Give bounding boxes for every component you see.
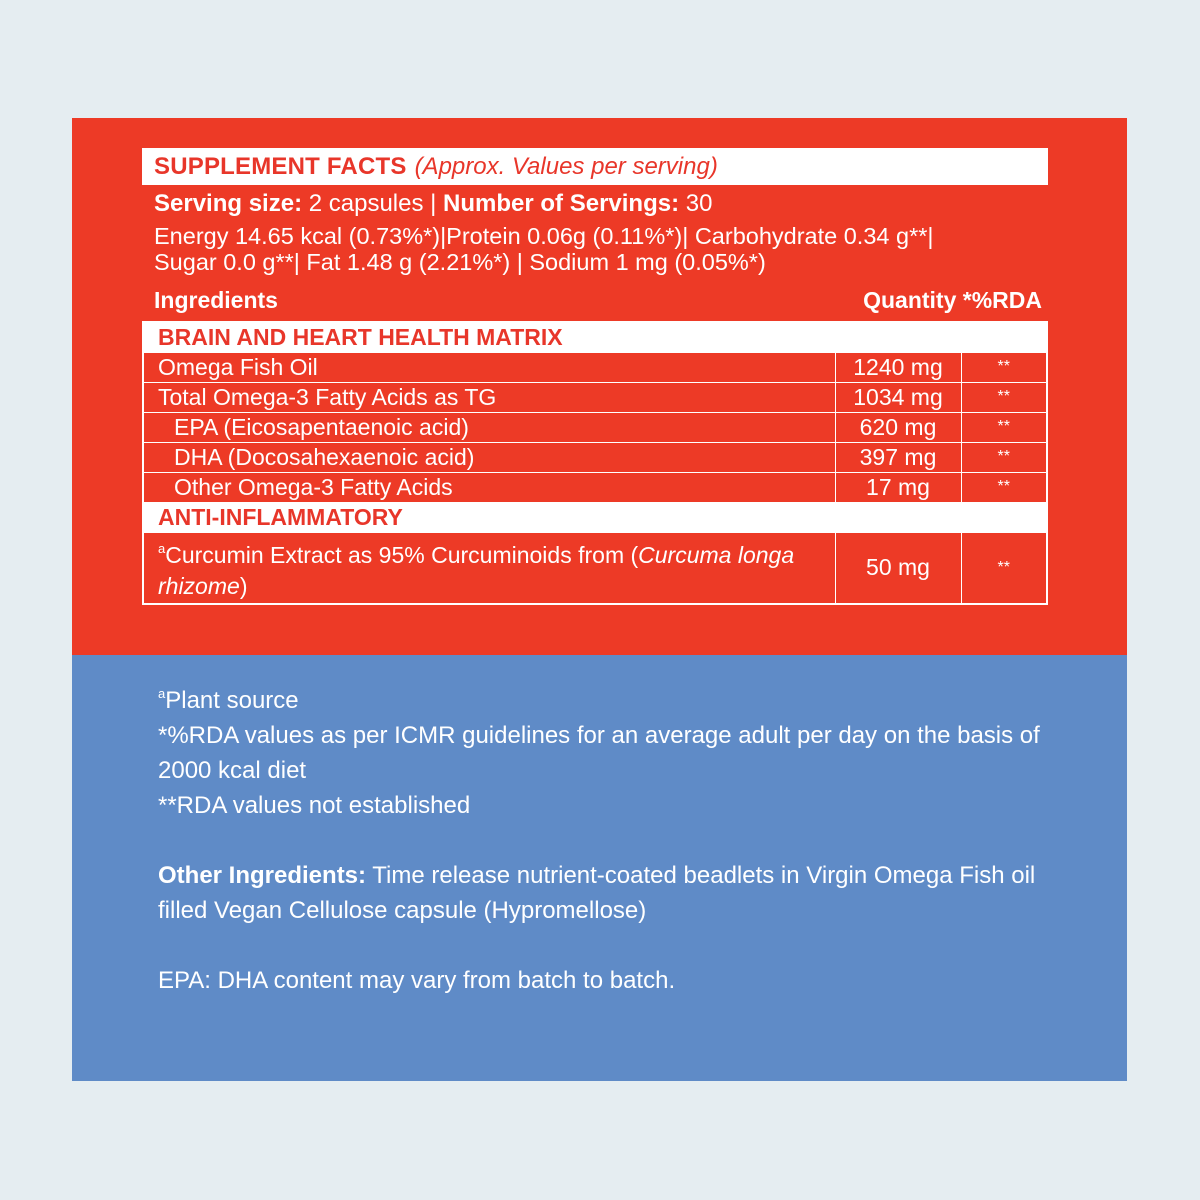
ingredient-rda: ** xyxy=(961,412,1047,442)
facts-title: SUPPLEMENT FACTS xyxy=(154,152,407,180)
ingredient-quantity: 1034 mg xyxy=(835,382,961,412)
footnotes xyxy=(158,676,1058,998)
ingredient-rda: ** xyxy=(961,382,1047,412)
other-ingredients-text: Time release nutrient-coated beadlets in Virgin Omega Fish oil filled Vegan Cellulose capsule (Hypromellose) xyxy=(158,862,1036,924)
section-title-anti-inflammatory: ANTI-INFLAMMATORY xyxy=(143,502,1047,532)
table-row xyxy=(143,442,1047,472)
ingredient-rda: ** xyxy=(961,352,1047,382)
ingredient-quantity: 17 mg xyxy=(835,472,961,502)
ingredient-name: Other Omega-3 Fatty Acids xyxy=(143,472,835,502)
title-bar xyxy=(142,148,1048,185)
section-header xyxy=(143,322,1047,352)
spacer xyxy=(158,928,1058,963)
nutrition-line-2: Sugar 0.0 g**| Fat 1.48 g (2.21%*) | Sodium 1 mg (0.05%*) xyxy=(154,249,766,275)
ingredients-table xyxy=(142,321,1048,605)
nutrition-line-1: Energy 14.65 kcal (0.73%*)|Protein 0.06g (0.11%*)| Carbohydrate 0.34 g**| xyxy=(154,223,934,249)
other-ingredients-label: Other Ingredients: xyxy=(158,862,367,889)
ingredient-name: Total Omega-3 Fatty Acids as TG xyxy=(143,382,835,412)
serving-size-value: 2 capsules | xyxy=(302,190,444,217)
ingredient-rda: ** xyxy=(961,532,1047,604)
serving-line xyxy=(154,189,1048,219)
table-row xyxy=(143,412,1047,442)
epa-dha-note: EPA: DHA content may vary from batch to batch. xyxy=(158,967,676,994)
rda-note: *%RDA values as per ICMR guidelines for an average adult per day on the basis of 2000 kcal diet xyxy=(158,722,1040,784)
ingredients-header: Ingredients xyxy=(154,287,278,313)
ingredient-name: EPA (Eicosapentaenoic acid) xyxy=(143,412,835,442)
ingredient-quantity: 1240 mg xyxy=(835,352,961,382)
plant-source-text: Plant source xyxy=(165,687,299,714)
ingredient-name-prefix: Curcumin Extract as 95% Curcuminoids from ( xyxy=(165,542,639,569)
ingredient-rda: ** xyxy=(961,442,1047,472)
ingredient-name-suffix: ) xyxy=(239,573,248,600)
ingredient-quantity: 620 mg xyxy=(835,412,961,442)
quantity-rda-header: Quantity *%RDA xyxy=(863,287,1042,313)
facts-subtitle: (Approx. Values per serving) xyxy=(414,152,718,180)
other-ingredients xyxy=(158,858,1058,928)
table-row xyxy=(143,352,1047,382)
ingredient-quantity: 397 mg xyxy=(835,442,961,472)
table-row xyxy=(143,472,1047,502)
ingredient-name xyxy=(143,532,835,604)
section-title-brain-heart: BRAIN AND HEART HEALTH MATRIX xyxy=(143,322,1047,352)
ingredient-quantity: 50 mg xyxy=(835,532,961,604)
superscript-a: a xyxy=(158,686,166,701)
spacer xyxy=(158,823,1058,858)
ingredient-name-italic: Curcuma longa rhizome xyxy=(158,542,795,600)
ingredient-rda: ** xyxy=(961,472,1047,502)
section-header xyxy=(143,502,1047,532)
plant-source-note xyxy=(158,676,1058,718)
column-headers xyxy=(154,287,1042,321)
servings-count-value: 30 xyxy=(679,190,713,217)
ingredient-name: Omega Fish Oil xyxy=(143,352,835,382)
nutrition-info xyxy=(154,223,1048,275)
servings-count-label: Number of Servings: xyxy=(443,190,680,217)
rda-not-established-note: **RDA values not established xyxy=(158,792,471,819)
ingredient-name: DHA (Docosahexaenoic acid) xyxy=(143,442,835,472)
table-row xyxy=(143,532,1047,604)
supplement-facts xyxy=(142,148,1048,605)
table-row xyxy=(143,382,1047,412)
serving-size-label: Serving size: xyxy=(154,190,303,217)
superscript-a: a xyxy=(158,541,166,557)
